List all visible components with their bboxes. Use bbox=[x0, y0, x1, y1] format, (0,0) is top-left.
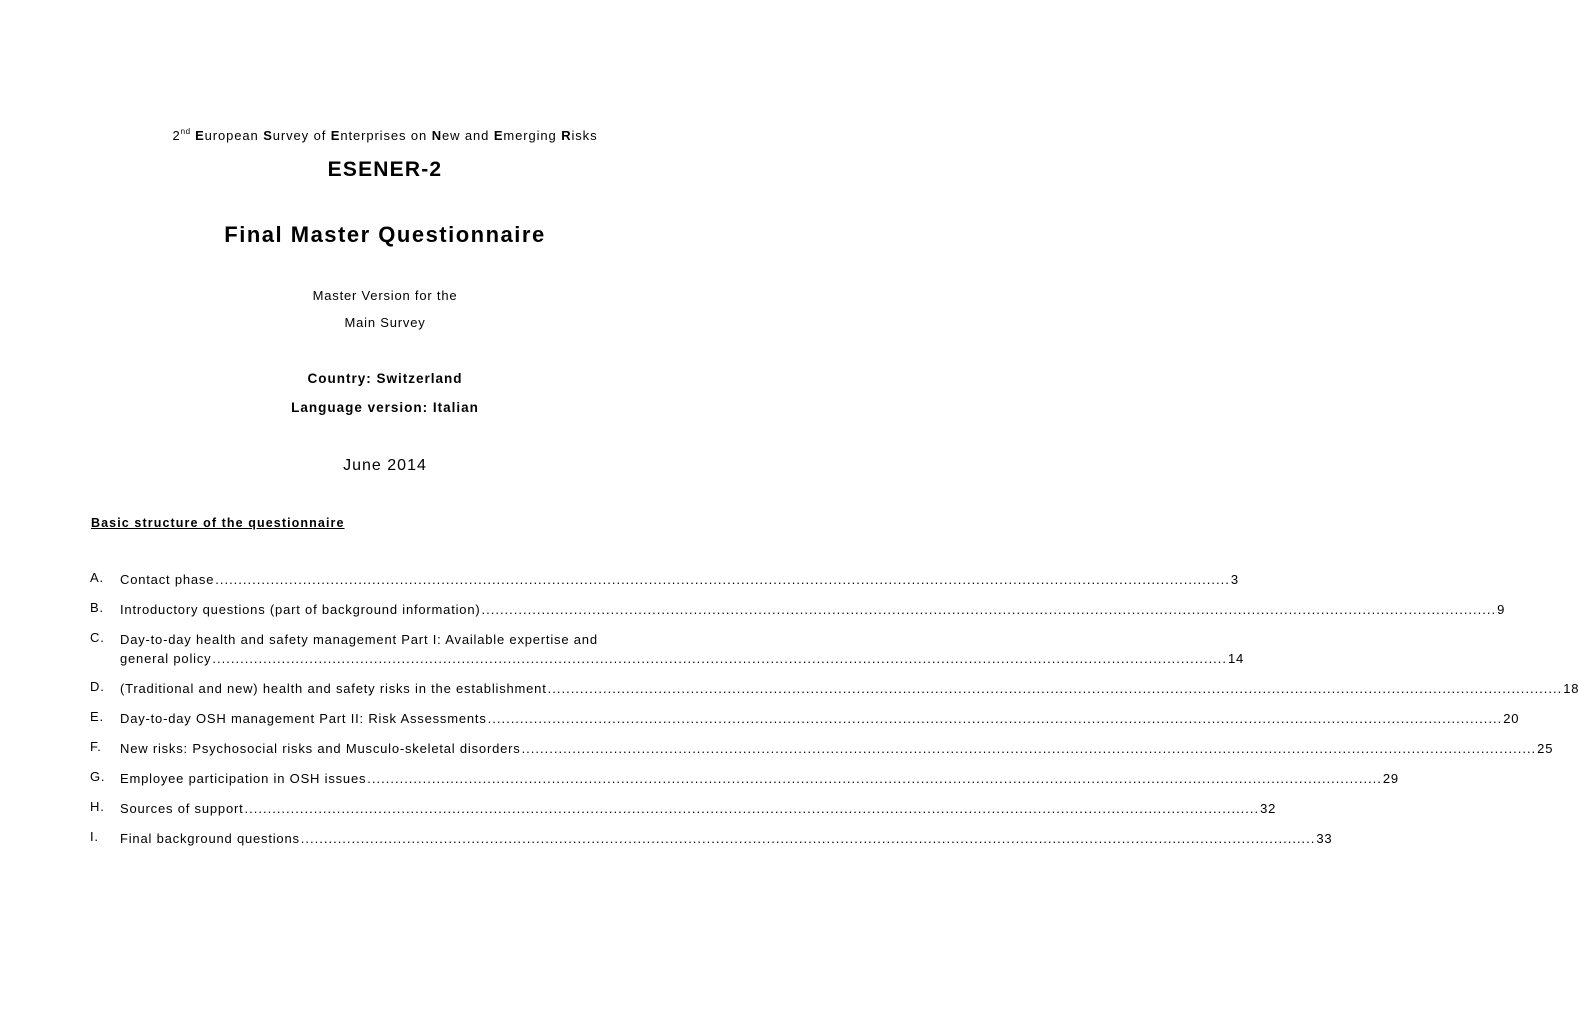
language-label: Language version: Italian bbox=[291, 400, 479, 415]
toc-page-number: 20 bbox=[1503, 711, 1520, 726]
toc-letter: E. bbox=[90, 709, 104, 724]
structure-heading: Basic structure of the questionnaire bbox=[91, 516, 345, 530]
toc-item-e bbox=[90, 709, 1520, 728]
toc-leader-dots bbox=[481, 600, 1498, 619]
word-emerging: merging bbox=[503, 128, 562, 143]
toc-item-g bbox=[90, 769, 1399, 788]
survey-acronym: ESENER-2 bbox=[327, 158, 443, 181]
ordinal-suffix: nd bbox=[180, 127, 191, 136]
toc-leader-dots bbox=[211, 649, 1228, 668]
toc-leader-dots bbox=[521, 739, 1538, 758]
initial-e-2: E bbox=[330, 128, 341, 143]
toc-text: Final background questions bbox=[120, 831, 300, 846]
toc-text: New risks: Psychosocial risks and Musculo-skeletal disorders bbox=[120, 741, 521, 756]
ordinal-number: 2 bbox=[172, 128, 181, 143]
toc-page-number: 14 bbox=[1228, 651, 1245, 666]
toc-letter: F. bbox=[90, 739, 102, 754]
toc-item-b bbox=[90, 600, 1506, 619]
word-enterprises-on: nterprises on bbox=[340, 128, 432, 143]
document-title: Final Master Questionnaire bbox=[224, 222, 546, 247]
toc-page-number: 29 bbox=[1382, 771, 1399, 786]
toc-text: (Traditional and new) health and safety risks in the establishment bbox=[120, 681, 547, 696]
word-risks: isks bbox=[571, 128, 598, 143]
toc-leader-dots bbox=[244, 799, 1261, 818]
toc-letter: H. bbox=[90, 799, 105, 814]
toc-text: Contact phase bbox=[120, 572, 215, 587]
toc-letter: C. bbox=[90, 630, 105, 645]
initial-e-3: E bbox=[493, 128, 504, 143]
toc-leader-dots bbox=[366, 769, 1383, 788]
toc-page-number: 18 bbox=[1563, 681, 1579, 696]
country-label: Country: Switzerland bbox=[307, 371, 463, 386]
toc-item-d bbox=[90, 679, 1579, 698]
word-new-and: ew and bbox=[441, 128, 494, 143]
toc-letter: A. bbox=[90, 570, 104, 585]
word-survey-of: urvey of bbox=[272, 128, 331, 143]
table-of-contents bbox=[90, 570, 1579, 859]
toc-page-number: 25 bbox=[1537, 741, 1554, 756]
document-date: June 2014 bbox=[343, 457, 427, 474]
toc-leader-dots bbox=[487, 709, 1504, 728]
toc-letter: G. bbox=[90, 769, 106, 784]
toc-text: Sources of support bbox=[120, 801, 244, 816]
toc-item-c bbox=[90, 630, 1245, 668]
initial-r: R bbox=[561, 128, 572, 143]
initial-n: N bbox=[431, 128, 442, 143]
toc-item-h bbox=[90, 799, 1277, 818]
toc-item-a bbox=[90, 570, 1239, 589]
toc-item-f bbox=[90, 739, 1554, 758]
word-european: uropean bbox=[204, 128, 264, 143]
survey-full-name bbox=[0, 127, 770, 143]
toc-text-line-1: Day-to-day health and safety management Part I: Available expertise and bbox=[120, 632, 598, 647]
toc-text: Introductory questions (part of background information) bbox=[120, 602, 481, 617]
toc-leader-dots bbox=[214, 570, 1231, 589]
toc-page-number: 3 bbox=[1230, 572, 1239, 587]
toc-letter: I. bbox=[90, 829, 99, 844]
toc-page-number: 33 bbox=[1316, 831, 1333, 846]
toc-text: general policy bbox=[120, 651, 212, 666]
initial-e: E bbox=[195, 128, 205, 143]
version-line-1: Master Version for the bbox=[312, 288, 458, 303]
toc-letter: D. bbox=[90, 679, 105, 694]
version-line-2: Main Survey bbox=[344, 315, 426, 330]
toc-leader-dots bbox=[300, 829, 1317, 848]
initial-s: S bbox=[263, 128, 273, 143]
toc-text: Employee participation in OSH issues bbox=[120, 771, 367, 786]
toc-text: Day-to-day OSH management Part II: Risk Assessments bbox=[120, 711, 487, 726]
toc-letter: B. bbox=[90, 600, 104, 615]
toc-page-number: 9 bbox=[1497, 602, 1506, 617]
toc-item-i bbox=[90, 829, 1333, 848]
toc-page-number: 32 bbox=[1260, 801, 1277, 816]
toc-leader-dots bbox=[547, 679, 1564, 698]
